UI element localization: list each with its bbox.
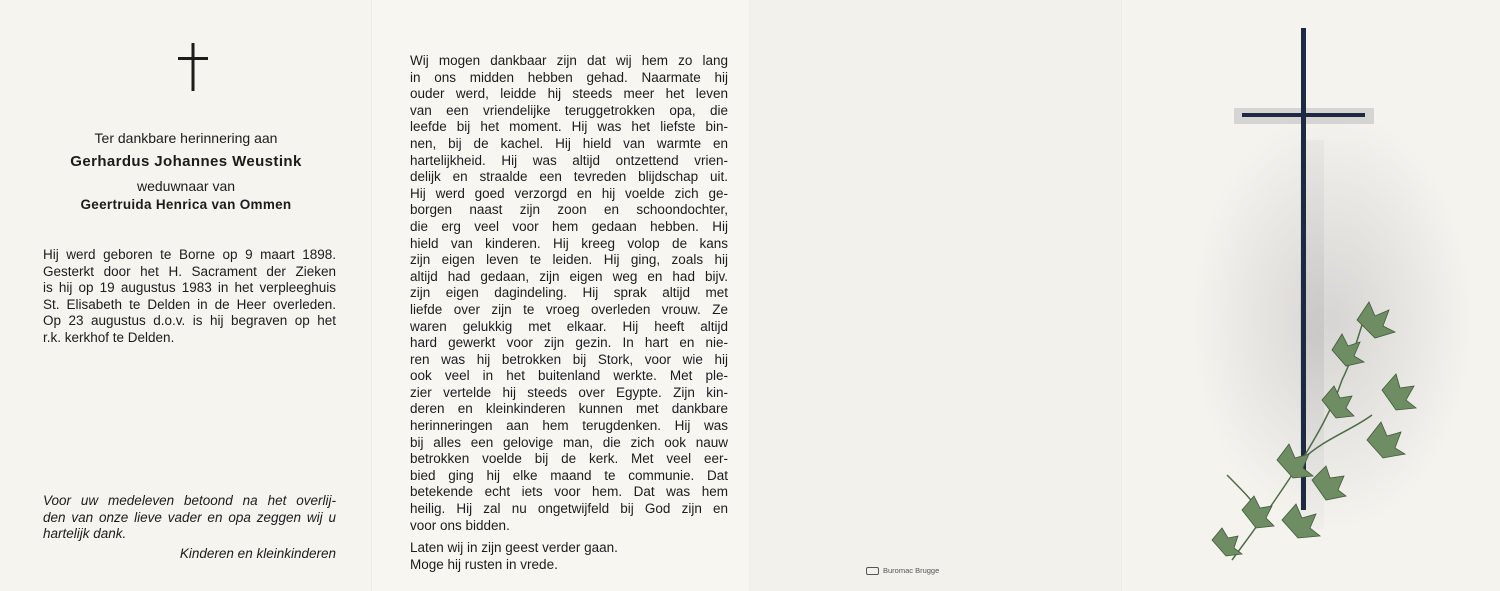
memoir-line: Wij mogen dankbaar zijn dat wij hem zo lang xyxy=(410,53,728,68)
printer-logo-icon xyxy=(866,567,879,575)
memoir-line: van een vriendelijke teruggetrokken opa, die xyxy=(410,102,728,118)
memoir-line: delijk en straalde een tevreden blijdschap uit. xyxy=(410,169,728,185)
cross-with-ivy-illustration xyxy=(1182,20,1492,580)
memoir-line: altijd had gedaan, zijn eigen weg en had bijv. xyxy=(410,268,728,284)
memoir-line: Hij werd goed verzorgd en hij voelde zich ge- xyxy=(410,185,728,201)
biography xyxy=(43,247,336,347)
memoir-line: ren was hij betrokken bij Stork, voor wie hij xyxy=(410,351,728,367)
deceased-name: Gerhardus Johannes Weustink xyxy=(70,153,302,170)
memoir-line: liefde over zijn te vroeg overleden vrouw. Ze xyxy=(410,301,728,317)
closing-line: Laten wij in zijn geest verder gaan. xyxy=(410,540,618,556)
memoir-line: voor ons bidden. xyxy=(410,517,510,533)
printer-credit xyxy=(866,566,939,575)
memoir-line: betekende echt iets voor hem. Dat was hem xyxy=(410,484,728,500)
thanks-message xyxy=(43,493,336,543)
memoir-line: bij alles een gelovige man, die zich ook nauw xyxy=(410,434,728,450)
cross-icon xyxy=(178,43,208,91)
card-panel-front xyxy=(0,0,372,591)
memoir-line: borgen naast zijn zoon en schoondochter, xyxy=(410,202,728,218)
signature-line: Kinderen en kleinkinderen xyxy=(179,546,336,561)
memoir-line: in ons midden hebben gehad. Naarmate hij xyxy=(410,69,728,85)
bio-line: Hij werd geboren te Borne op 9 maart 1898. xyxy=(43,247,336,262)
memoir-line: bied ging hij elke maand te communie. Dat xyxy=(410,467,728,483)
thanks-line: Voor uw medeleven betoond na het overlij- xyxy=(43,493,336,508)
memoir-line: leefde bij het moment. Hij was het liefste bin- xyxy=(410,119,728,135)
bio-line: is hij op 19 augustus 1983 in het verpleeghuis xyxy=(43,280,336,296)
bio-line: r.k. kerkhof te Delden. xyxy=(43,329,175,345)
thanks-line: hartelijk dank. xyxy=(43,526,127,542)
memoir-line: betrokken voelde bij de kerk. Met veel eer- xyxy=(410,451,728,467)
memoir-line: heilig. Hij zal nu ongetwijfeld bij God zijn en xyxy=(410,501,728,517)
card-panel-cover xyxy=(1122,0,1500,591)
bio-line: Gesterkt door het H. Sacrament der Zieken xyxy=(43,263,336,279)
closing-line: Moge hij rusten in vrede. xyxy=(410,556,558,572)
memoir-line: hield van kinderen. Hij kreeg volop de kans xyxy=(410,235,728,251)
bio-line: Op 23 augustus d.o.v. is hij begraven op het xyxy=(43,313,336,329)
memoir-line: ook veel in het buitenland werkte. Met ple- xyxy=(410,368,728,384)
memoir-line: ouder werd, leidde hij steeds meer het leven xyxy=(410,86,728,102)
memoir-line: zijn eigen leven te leiden. Hij ging, zoals hij xyxy=(410,252,728,268)
spouse-name: Geertruida Henrica van Ommen xyxy=(80,197,292,212)
memoir-text xyxy=(410,53,728,573)
memoir-line: zier vertelde hij steeds over Egypte. Zijn kin- xyxy=(410,384,728,400)
intro-text: Ter dankbare herinnering aan xyxy=(94,130,278,146)
thanks-line: den van onze lieve vader en opa zeggen wij u xyxy=(43,509,336,525)
memoir-line: nen, bij de kachel. Hij hield van warmte en xyxy=(410,135,728,151)
memoir-line: deren en kleinkinderen kunnen met dankbare xyxy=(410,401,728,417)
memoir-line: hartelijkheid. Hij was altijd ontzettend vrien- xyxy=(410,152,728,168)
card-panel-memoir xyxy=(372,0,750,591)
card-panel-back xyxy=(750,0,1122,591)
memoir-line: die erg veel voor hem gedaan hebben. Hij xyxy=(410,218,728,234)
memoir-line: herinneringen aan hem terugdenken. Hij was xyxy=(410,418,728,434)
printer-name: Buromac Brugge xyxy=(883,566,940,575)
memoir-line: hard gewerkt voor zijn gezin. In hart en nie- xyxy=(410,335,728,351)
bio-line: St. Elisabeth te Delden in de Heer overleden. xyxy=(43,296,336,312)
memoir-line: zijn eigen dagindeling. Hij sprak altijd met xyxy=(410,285,728,301)
memoir-line: waren gelukkig met elkaar. Hij heeft altijd xyxy=(410,318,728,334)
relation-text: weduwnaar van xyxy=(136,178,236,194)
